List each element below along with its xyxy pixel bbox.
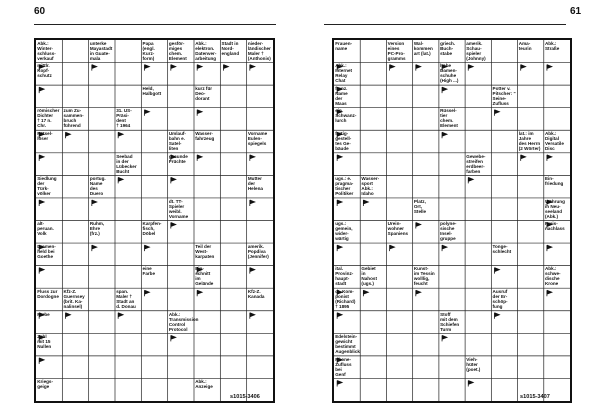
answer-direction-arrow	[92, 245, 97, 251]
page-number-left: 60	[34, 6, 46, 17]
clue-cell: amerik. Popdiva (Jennifer)	[247, 243, 269, 259]
clue-cell: Gebiet in Nahost (ugs.)	[361, 266, 377, 287]
answer-direction-arrow	[494, 110, 499, 116]
answer-direction-arrow	[250, 313, 255, 319]
answer-direction-arrow	[468, 380, 473, 386]
clue-cell: Kfz-Z. Kanada	[247, 288, 265, 299]
answer-direction-arrow	[144, 110, 149, 116]
clue-cell: polyne- sische Insel- gruppe	[440, 221, 457, 242]
clue-cell: Dramen- held bei Goethe	[37, 243, 56, 259]
answer-direction-arrow	[521, 155, 526, 161]
answer-direction-arrow	[547, 290, 552, 296]
clue-cell: zum Zu- sammen- bruch führend	[63, 108, 84, 129]
puzzle-code-right: s1015-3407	[520, 394, 550, 400]
answer-direction-arrow	[39, 358, 44, 364]
clue-cell: Kunst- im Tessin wolllig, feucht	[413, 266, 435, 287]
clue-cell: Abk.: Digital Versatile Disc	[544, 131, 564, 152]
clue-cell: mittlr. Kopf- schutz	[37, 63, 52, 79]
answer-direction-arrow	[250, 65, 255, 71]
answer-direction-arrow	[250, 200, 255, 206]
clue-cell: hohe Damen- schuhe (High ...)	[440, 63, 459, 84]
answer-direction-arrow	[92, 200, 97, 206]
answer-direction-arrow	[171, 177, 176, 183]
answer-direction-arrow	[468, 65, 473, 71]
answer-direction-arrow	[39, 155, 44, 161]
page-number-right: 61	[570, 6, 582, 17]
clue-cell: ugs.: gemein, wider- wärtig	[335, 221, 353, 242]
clue-cell: dt. TT- Spieler weibl. Vorname	[168, 198, 189, 219]
clue-cell: gesför- miges chem. Element	[168, 40, 187, 61]
crossword-grid-right	[332, 38, 572, 403]
answer-direction-arrow	[337, 200, 342, 206]
answer-direction-arrow	[171, 335, 176, 341]
clue-cell: unterke Mayastadt in Guate- mala	[89, 40, 113, 61]
clue-cell: Seebad in der Lübecker Bucht	[116, 153, 137, 174]
clue-cell: Kfz-Z. Guernsey (brit. Ka- nalinsel)	[63, 288, 85, 309]
answer-direction-arrow	[547, 155, 552, 161]
answer-direction-arrow	[92, 65, 97, 71]
answer-direction-arrow	[390, 245, 395, 251]
clue-cell: Abk.: schwe- dische Krone	[544, 266, 561, 287]
clue-cell: Urein- wohner Spaniens	[387, 221, 409, 237]
clue-cell: Teil der West- karpaten	[195, 243, 215, 259]
clue-cell: ital. Provinz- haupt- stadt	[335, 266, 354, 287]
answer-direction-arrow	[144, 290, 149, 296]
clue-cell: Platz, Ort, Stelle	[413, 198, 427, 214]
answer-direction-arrow	[494, 268, 499, 274]
answer-direction-arrow	[39, 268, 44, 274]
clue-cell: griech. Buch- stabe	[440, 40, 456, 56]
answer-direction-arrow	[39, 87, 44, 93]
clue-cell: Abk.: Straße	[544, 40, 560, 51]
clue-cell: Abk.: Internet Relay Chat	[335, 63, 353, 84]
clue-cell: Farbe	[37, 311, 50, 317]
clue-cell: nieder- ländischer Maler † (Anthonis)	[247, 40, 271, 61]
clue-cell: Frauen- name	[335, 40, 353, 51]
answer-direction-arrow	[197, 110, 202, 116]
clue-cell: Gewebe- streifen erdbeer- farben	[466, 153, 486, 174]
clue-cell: Ausruf der Er- schöp- fung	[492, 288, 508, 309]
answer-direction-arrow	[65, 132, 70, 138]
answer-direction-arrow	[547, 245, 552, 251]
header-rule-left	[34, 24, 276, 25]
clue-cell: Tonge- schlecht	[492, 243, 512, 254]
answer-direction-arrow	[171, 65, 176, 71]
answer-direction-arrow	[118, 177, 123, 183]
clue-cell: franz. Name der Maas	[335, 85, 348, 106]
clue-cell: portug. Name des Duero	[89, 176, 106, 197]
clue-cell: Stadt in Nord- england	[221, 40, 240, 56]
answer-direction-arrow	[442, 87, 447, 93]
clue-cell: Rhone- Zufluss bei Genf	[335, 356, 352, 377]
clue-cell: amerik. Schau- spieler (Johnny)	[466, 40, 486, 61]
clue-cell: Karpfen- fisch, Döbel	[142, 221, 162, 237]
answer-direction-arrow	[494, 313, 499, 319]
clue-cell: 31. US- Präsi- dent † 1964	[116, 108, 132, 129]
answer-direction-arrow	[337, 245, 342, 251]
clue-cell: Fluss zur Dordogne	[37, 288, 59, 299]
answer-direction-arrow	[337, 380, 342, 386]
answer-direction-arrow	[223, 65, 228, 71]
answer-direction-arrow	[197, 65, 202, 71]
answer-direction-arrow	[118, 313, 123, 319]
answer-direction-arrow	[337, 313, 342, 319]
clue-cell: ugs.: e. pragma- tischer Politiker	[335, 176, 354, 197]
clue-cell: Ruhm, Ehre (frz.)	[89, 221, 105, 237]
clue-cell: Ama- teurin	[518, 40, 532, 51]
header-rule-right	[324, 24, 566, 25]
clue-cell: Ein- schnitt im Gelände	[195, 266, 214, 287]
clue-cell: gesunde Früchte	[168, 153, 188, 164]
answer-direction-arrow	[521, 65, 526, 71]
clue-cell: Vieh- hüter (poet.)	[466, 356, 481, 372]
clue-cell: Umlauf- bahn e. Satel- liten	[168, 131, 186, 152]
answer-direction-arrow	[363, 200, 368, 206]
answer-direction-arrow	[337, 155, 342, 161]
answer-direction-arrow	[144, 65, 149, 71]
clue-cell: Potter v. Pitscher: " Seine- Zufluss	[492, 85, 516, 106]
answer-direction-arrow	[39, 200, 44, 206]
clue-cell: Preis- nachlass	[544, 221, 565, 232]
clue-cell: Ein- friedung	[544, 176, 564, 187]
clue-cell: eine Farbe	[142, 266, 156, 277]
clue-cell: dt. Kom- ponist (Richard) † 1895	[335, 288, 356, 309]
clue-cell: Wal- kommen art (lat.)	[413, 40, 433, 56]
answer-direction-arrow	[65, 313, 70, 319]
crossword-grid-left	[34, 38, 275, 403]
answer-direction-arrow	[547, 65, 552, 71]
clue-cell: Held, Halbgott	[142, 85, 162, 96]
answer-direction-arrow	[416, 223, 421, 229]
answer-direction-arrow	[390, 65, 395, 71]
answer-direction-arrow	[250, 268, 255, 274]
clue-cell: lat.: im Jahre des Herrn (2 Wörter)	[518, 131, 541, 152]
clue-cell: Wasser- fahrzeug	[195, 131, 215, 142]
answer-direction-arrow	[442, 132, 447, 138]
clue-cell: kurz für Deo- dorant	[195, 85, 213, 101]
answer-direction-arrow	[416, 65, 421, 71]
answer-direction-arrow	[363, 290, 368, 296]
clue-cell: Version eines PC-Pro- gramms	[387, 40, 406, 61]
clue-cell: Vorname Eulen- spiegels	[247, 131, 268, 147]
clue-cell: Papa (engl. Kurz- form)	[142, 40, 155, 61]
clue-cell: römischer Dichter † 17 n. Chr.	[37, 108, 60, 129]
answer-direction-arrow	[442, 245, 447, 251]
answer-direction-arrow	[171, 223, 176, 229]
clue-cell: span. Maler † Stadt an d. Donau	[116, 288, 136, 309]
puzzle-code-left: s1015-3406	[230, 394, 260, 400]
clue-cell: Stoff mit dem Schiefen Turm	[440, 311, 460, 332]
clue-cell: Abk.: elektron. Datenver- arbeitung	[195, 40, 217, 61]
clue-cell: Mutter der Helena	[247, 176, 263, 192]
answer-direction-arrow	[144, 245, 149, 251]
clue-cell: fertig- gestell- tes Ge- bäude	[335, 131, 352, 152]
clue-cell: ein Schwanz- lurch	[335, 108, 357, 124]
answer-direction-arrow	[197, 290, 202, 296]
clue-cell: Abk.: Anzeige	[195, 379, 213, 390]
answer-direction-arrow	[468, 177, 473, 183]
clue-cell: Kriegs- geige	[37, 379, 54, 390]
clue-cell: Abk.: Transmission Control Protocol	[168, 311, 199, 332]
clue-cell: Rüssel- tier chem. Element	[440, 108, 458, 129]
clue-cell: Rätsel- löser	[37, 131, 53, 142]
clue-cell: alt- peruan. Volk	[37, 221, 54, 237]
answer-direction-arrow	[442, 335, 447, 341]
answer-direction-arrow	[118, 132, 123, 138]
clue-cell: Edelstein- gewicht bestimmt Augenblick	[335, 334, 360, 355]
answer-direction-arrow	[416, 290, 421, 296]
clue-cell: Zahl mit 15 Nullen	[37, 334, 52, 350]
clue-cell: Wasser- sport Abk.: Idaho	[361, 176, 380, 197]
answer-direction-arrow	[197, 155, 202, 161]
answer-direction-arrow	[250, 155, 255, 161]
clue-cell: Währung in Neu- seeland (Abk.)	[544, 198, 565, 219]
clue-cell: Abk.: Winter- schluss- verkauf	[37, 40, 56, 61]
clue-cell: Siedlung der Türk- völker	[37, 176, 57, 197]
